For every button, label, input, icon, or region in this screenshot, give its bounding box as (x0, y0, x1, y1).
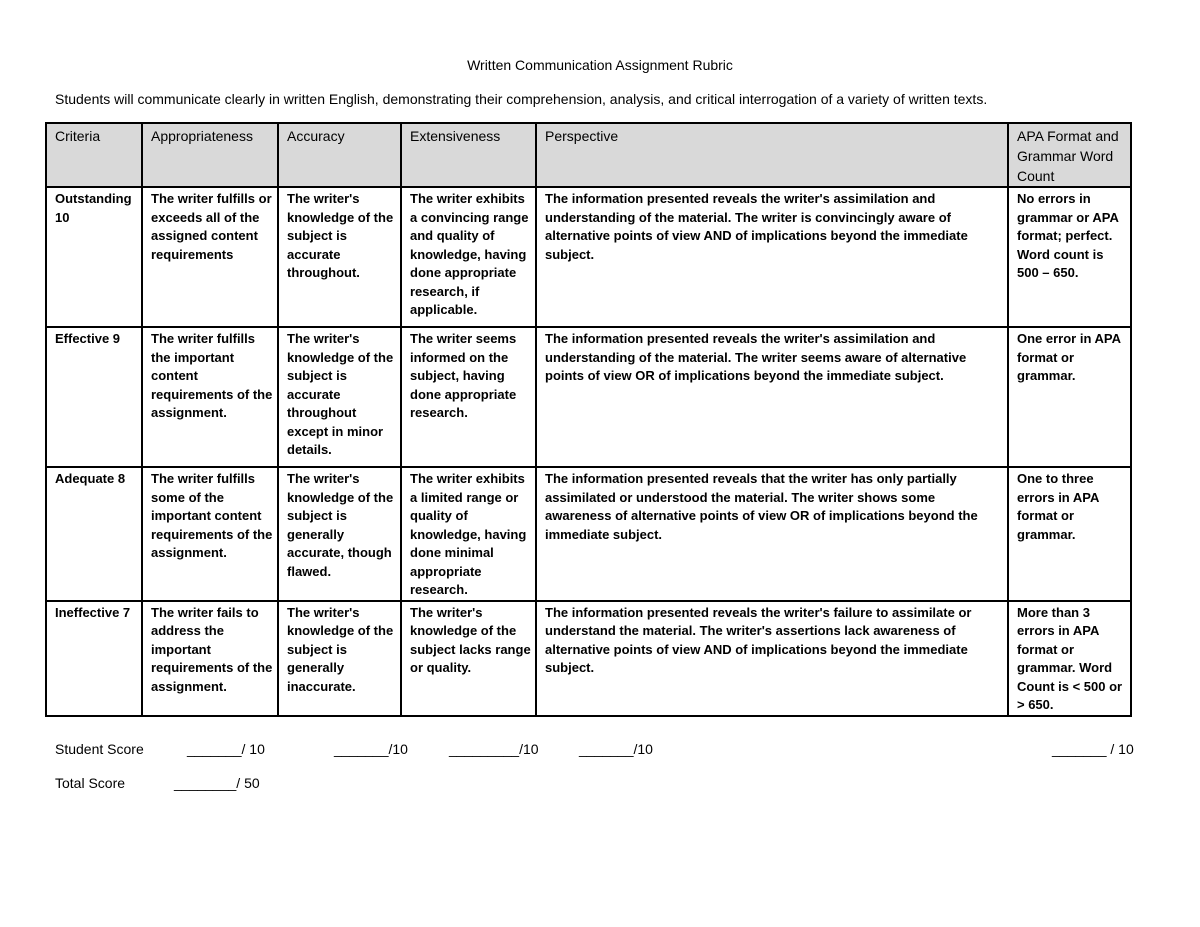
score-blank-perspective[interactable]: _______/10 (579, 741, 653, 757)
level-cell: Outstanding 10 (46, 187, 142, 327)
header-apa-format: APA Format and Grammar Word Count (1008, 123, 1131, 187)
extensiveness-cell: The writer seems informed on the subject, having done appropriate research. (401, 327, 536, 467)
student-score-label: Student Score (55, 741, 144, 757)
level-cell: Ineffective 7 (46, 601, 142, 716)
score-blank-accuracy[interactable]: _______/10 (334, 741, 408, 757)
apa-cell: One to three errors in APA format or grammar. (1008, 467, 1131, 601)
perspective-cell: The information presented reveals the writer's failure to assimilate or understand the material. The writer's assertions lack awareness of alternative points of view AND of implications beyond the immediate subject. (536, 601, 1008, 716)
extensiveness-cell: The writer's knowledge of the subject lacks range or quality. (401, 601, 536, 716)
appropriateness-cell: The writer fulfills or exceeds all of the assigned content requirements (142, 187, 278, 327)
extensiveness-cell: The writer exhibits a convincing range and quality of knowledge, having done appropriate research, if applicable. (401, 187, 536, 327)
accuracy-cell: The writer's knowledge of the subject is accurate throughout except in minor details. (278, 327, 401, 467)
accuracy-cell: The writer's knowledge of the subject is generally inaccurate. (278, 601, 401, 716)
perspective-cell: The information presented reveals the writer's assimilation and understanding of the material. The writer seems aware of alternative points of view OR of implications beyond the immediate subject. (536, 327, 1008, 467)
apa-cell: More than 3 errors in APA format or grammar. Word Count is < 500 or > 650. (1008, 601, 1131, 716)
intro-statement: Students will communicate clearly in written English, demonstrating their comprehension, analysis, and critical interrogation of a variety of written texts. (55, 91, 988, 107)
appropriateness-cell: The writer fails to address the important requirements of the assignment. (142, 601, 278, 716)
total-score-blank[interactable]: ________/ 50 (174, 775, 260, 791)
apa-cell: One error in APA format or grammar. (1008, 327, 1131, 467)
rubric-table (45, 122, 1132, 717)
header-accuracy: Accuracy (278, 123, 401, 187)
header-extensiveness: Extensiveness (401, 123, 536, 187)
apa-cell: No errors in grammar or APA format; perfect. Word count is 500 – 650. (1008, 187, 1131, 327)
header-appropriateness: Appropriateness (142, 123, 278, 187)
table-row (46, 327, 1131, 467)
extensiveness-cell: The writer exhibits a limited range or quality of knowledge, having done minimal appropriate research. (401, 467, 536, 601)
score-blank-apa-format[interactable]: _______ / 10 (1052, 741, 1134, 757)
perspective-cell: The information presented reveals the writer's assimilation and understanding of the material. The writer is convincingly aware of alternative points of view AND of implications beyond the immediate subject. (536, 187, 1008, 327)
header-criteria: Criteria (46, 123, 142, 187)
level-cell: Adequate 8 (46, 467, 142, 601)
accuracy-cell: The writer's knowledge of the subject is generally accurate, though flawed. (278, 467, 401, 601)
perspective-cell: The information presented reveals that the writer has only partially assimilated or understood the material. The writer shows some awareness of alternative points of view OR of implications beyond the immediate subject. (536, 467, 1008, 601)
table-row (46, 601, 1131, 716)
header-perspective: Perspective (536, 123, 1008, 187)
header-row (46, 123, 1131, 187)
document-title: Written Communication Assignment Rubric (467, 57, 733, 73)
appropriateness-cell: The writer fulfills some of the important content requirements of the assignment. (142, 467, 278, 601)
table-row (46, 467, 1131, 601)
accuracy-cell: The writer's knowledge of the subject is accurate throughout. (278, 187, 401, 327)
score-blank-extensiveness[interactable]: _________/10 (449, 741, 539, 757)
appropriateness-cell: The writer fulfills the important content requirements of the assignment. (142, 327, 278, 467)
total-score-label: Total Score (55, 775, 126, 791)
table-row (46, 187, 1131, 327)
score-blank-appropriateness[interactable]: _______/ 10 (187, 741, 265, 757)
level-cell: Effective 9 (46, 327, 142, 467)
